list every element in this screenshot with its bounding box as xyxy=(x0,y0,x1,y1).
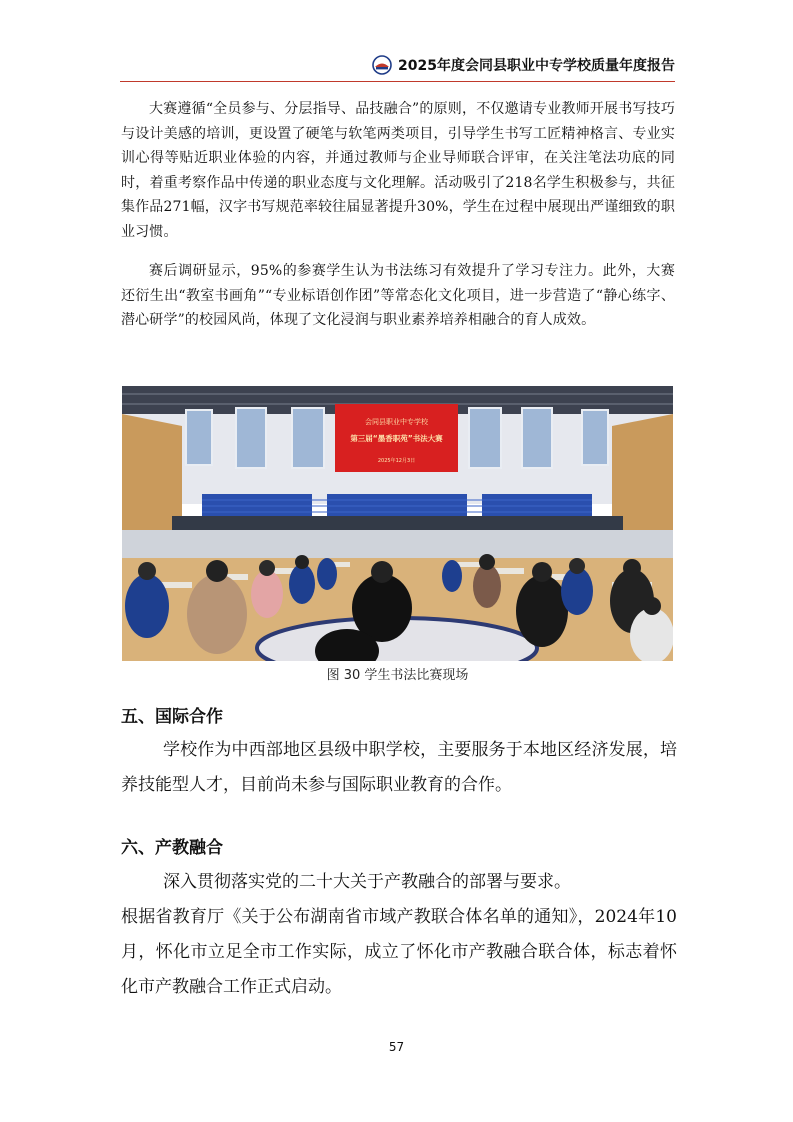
paragraph-competition-principle: 大赛遵循“全员参与、分层指导、品技融合”的原则，不仅邀请专业教师开展书写技巧与设计美感的培训，更设置了硬笔与软笔两类项目，引导学生书写工匠精神格言、专业实训心得等贴近职业体验的内容，并通过教师与企业导师联合评审，在关注笔法功底的同时，着重考察作品中传递的职业态度与文化理解。活动吸引了218名学生积极参与，共征集作品271幅，汉字书写规范率较往届显著提升30%，学生在过程中展现出严谨细致的职业习惯。 xyxy=(121,101,675,240)
paragraph-industry-education-intro: 深入贯彻落实党的二十大关于产教融合的部署与要求。 xyxy=(163,872,571,892)
paragraph-industry-education-detail: 根据省教育厅《关于公布湖南省市域产教联合体名单的通知》，2024年10月，怀化市立足全市工作实际，成立了怀化市产教融合联合体，标志着怀化市产教融合工作正式启动。 xyxy=(121,907,677,997)
banner-date: 2025年12月3日 xyxy=(377,458,416,464)
paragraph-survey-results: 赛后调研显示，95%的参赛学生认为书法练习有效提升了学习专注力。此外，大赛还衍生出“教室书画角”“专业标语创作团”等常态化文化项目，进一步营造了“静心练字、潜心研学”的校园风尚，体现了文化浸润与职业素养培养相融合的育人成效。 xyxy=(121,263,675,329)
page-number: 57 xyxy=(388,1040,405,1054)
paragraph-international-cooperation: 学校作为中西部地区县级中职学校，主要服务于本地区经济发展，培养技能型人才，目前尚未参与国际职业教育的合作。 xyxy=(121,740,677,795)
competition-photo xyxy=(122,386,673,661)
figure-caption: 图 30 学生书法比赛现场 xyxy=(326,668,469,683)
section-heading-industry-education: 六、产教融合 xyxy=(121,838,223,858)
section-heading-international-cooperation: 五、国际合作 xyxy=(121,707,223,727)
banner-line2: 第三届“墨香职苑”书法大赛 xyxy=(350,434,443,443)
page-header xyxy=(120,52,675,78)
header-divider xyxy=(120,81,675,82)
school-logo-icon xyxy=(372,55,392,75)
banner-line1: 会同县职业中专学校 xyxy=(365,418,428,426)
header-title: 2025年度会同县职业中专学校质量年度报告 xyxy=(398,58,675,74)
